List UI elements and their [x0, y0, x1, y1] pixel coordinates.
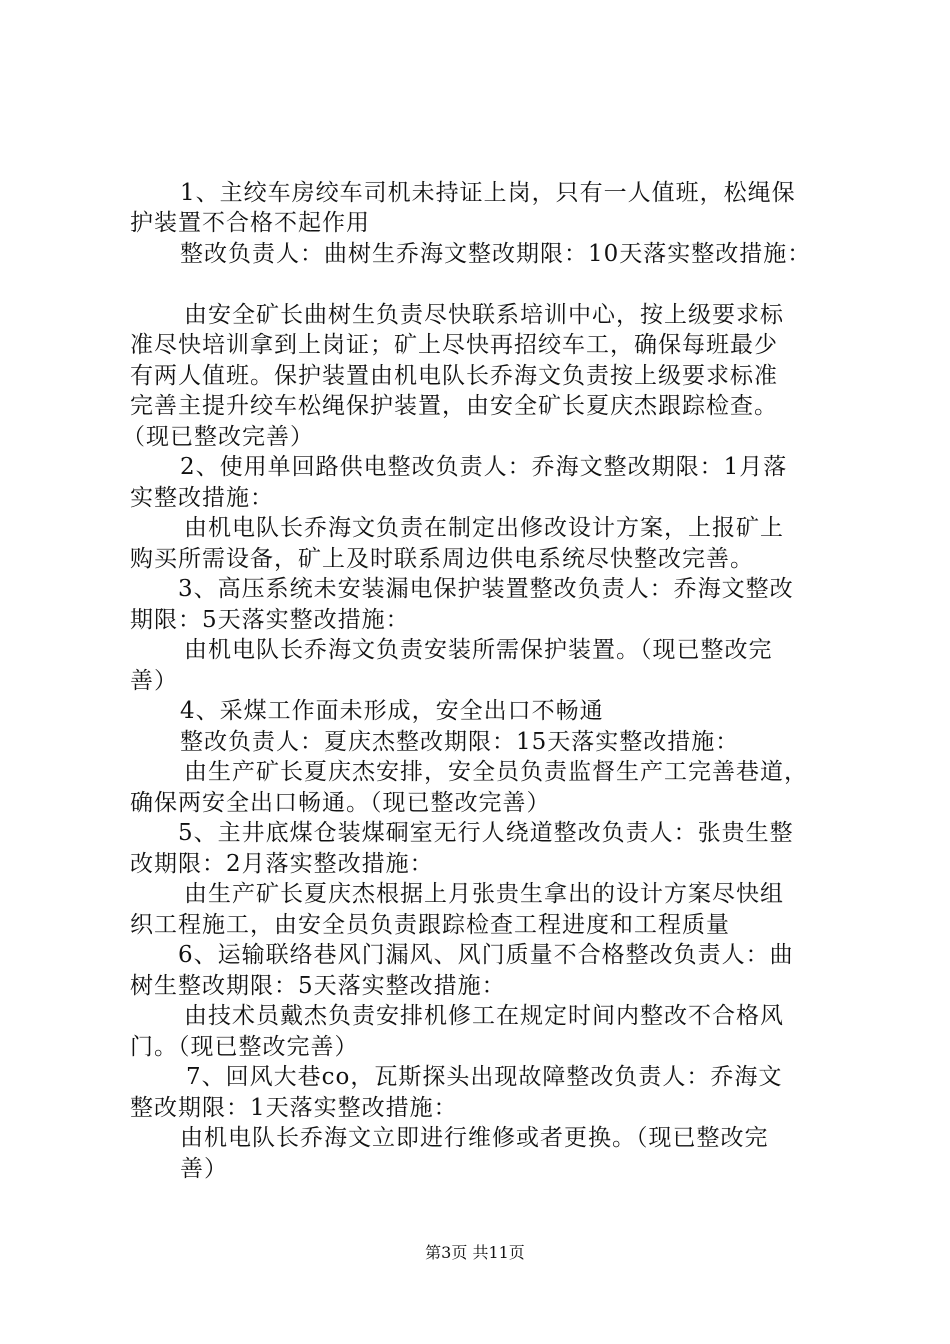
text-line: 善）	[180, 1156, 228, 1182]
text-line: 6、运输联络巷风门漏风、风门质量不合格整改负责人：曲	[178, 942, 794, 968]
page-footer: 第3页 共11页	[425, 1243, 525, 1262]
text-line: 1、主绞车房绞车司机未持证上岗，只有一人值班，松绳保	[180, 180, 796, 206]
text-line: 由技术员戴杰负责安排机修工在规定时间内整改不合格风	[184, 1003, 784, 1029]
text-line: 实整改措施：	[130, 485, 274, 511]
text-line: 整改负责人：夏庆杰整改期限：15天落实整改措施：	[180, 729, 740, 755]
text-line: 由生产矿长夏庆杰根据上月张贵生拿出的设计方案尽快组	[184, 881, 784, 907]
text-line: 整改期限：1天落实整改措施：	[130, 1095, 458, 1121]
text-line: 7、回风大巷co，瓦斯探头出现故障整改负责人：乔海文	[186, 1064, 783, 1090]
text-line: 善）	[130, 668, 178, 694]
text-line: 由安全矿长曲树生负责尽快联系培训中心，按上级要求标	[184, 302, 784, 328]
text-line: 由生产矿长夏庆杰安排，安全员负责监督生产工完善巷道，	[184, 759, 808, 785]
text-line: 3、高压系统未安装漏电保护装置整改负责人：乔海文整改	[178, 576, 794, 602]
text-line: 4、采煤工作面未形成，安全出口不畅通	[180, 698, 604, 724]
text-line: 由机电队长乔海文负责在制定出修改设计方案，上报矿上	[184, 515, 784, 541]
text-line: 完善主提升绞车松绳保护装置，由安全矿长夏庆杰跟踪检查。	[130, 393, 778, 419]
text-line: 2、使用单回路供电整改负责人：乔海文整改期限：1月落	[180, 454, 788, 480]
text-line: （现已整改完善）	[122, 424, 314, 450]
text-line: 准尽快培训拿到上岗证；矿上尽快再招绞车工，确保每班最少	[130, 332, 778, 358]
text-line: 有两人值班。保护装置由机电队长乔海文负责按上级要求标准	[130, 363, 778, 389]
text-line: 确保两安全出口畅通。（现已整改完善）	[130, 790, 551, 816]
text-line: 树生整改期限：5天落实整改措施：	[130, 973, 506, 999]
text-line: 织工程施工，由安全员负责跟踪检查工程进度和工程质量	[130, 912, 730, 938]
text-line: 门。（现已整改完善）	[130, 1034, 359, 1060]
text-line: 5、主井底煤仓装煤硐室无行人绕道整改负责人：张贵生整	[178, 820, 794, 846]
text-line: 改期限：2月落实整改措施：	[130, 851, 434, 877]
text-line: 由机电队长乔海文负责安装所需保护装置。（现已整改完	[184, 637, 773, 663]
text-line: 购买所需设备，矿上及时联系周边供电系统尽快整改完善。	[130, 546, 754, 572]
text-line: 期限：5天落实整改措施：	[130, 607, 410, 633]
text-line: 整改负责人：曲树生乔海文整改期限：10天落实整改措施：	[180, 241, 812, 267]
text-line: 护装置不合格不起作用	[130, 210, 370, 236]
text-line: 由机电队长乔海文立即进行维修或者更换。（现已整改完	[180, 1125, 769, 1151]
